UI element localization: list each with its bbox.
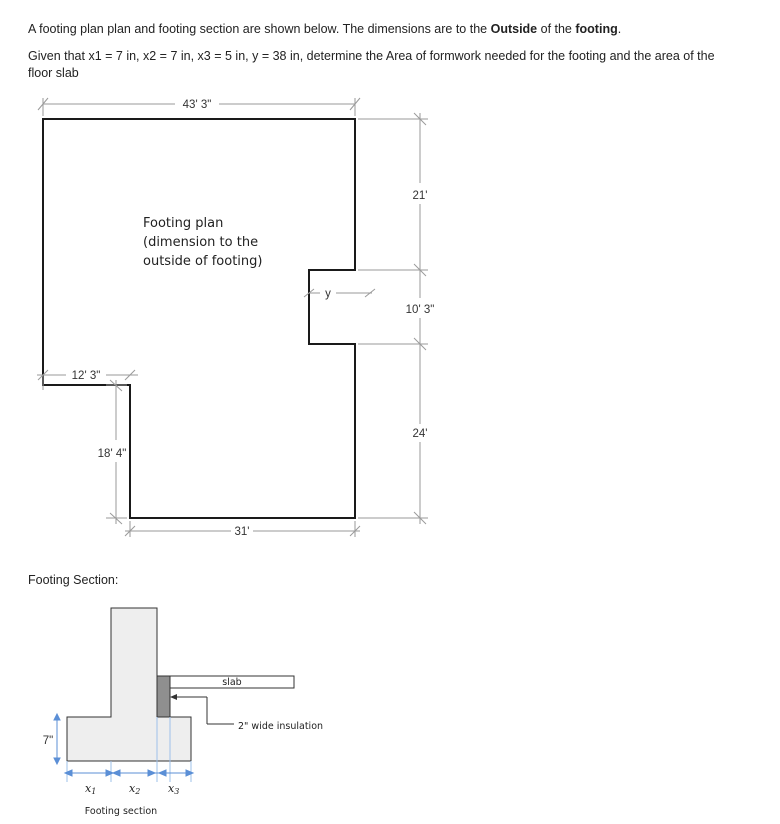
dim-top-label: 43' 3"	[182, 99, 212, 111]
x3-label: x3	[168, 782, 180, 796]
footing-section	[43, 608, 323, 817]
plan-label-line3: outside of footing)	[143, 254, 263, 269]
question-line-2: Given that x1 = 7 in, x2 = 7 in, x3 = 5 in, y = 38 in, determine the Area of formwork needed for the footing and the area of the floor slab	[28, 49, 715, 80]
footing-section-title: Footing Section:	[28, 573, 119, 587]
slab-label: slab	[222, 677, 242, 688]
dim-21-label: 21'	[412, 190, 428, 202]
dim-y	[304, 289, 375, 297]
dim-7	[54, 714, 60, 764]
plan-label-line2: (dimension to the	[143, 235, 259, 250]
dim-18-4-label: 18' 4"	[97, 448, 127, 460]
footing-plan	[37, 98, 434, 538]
plan-outline	[43, 119, 355, 518]
question-text-mid: of the	[537, 22, 576, 36]
question-bold-outside: Outside	[490, 22, 538, 36]
dim-12-3-label: 12' 3"	[71, 370, 101, 382]
dim-24-label: 24'	[412, 428, 428, 440]
x1-label: x1	[85, 782, 97, 796]
question-bold-footing: footing	[575, 22, 618, 36]
insulation-strip	[157, 676, 170, 717]
dim-10-3-label: 10' 3"	[405, 304, 435, 316]
plan-label-line1: Footing plan	[143, 216, 224, 231]
dim-x-row	[65, 770, 193, 776]
insulation-label: 2" wide insulation	[238, 721, 324, 732]
dim-31-label: 31'	[234, 526, 250, 538]
section-caption: Footing section	[84, 806, 158, 817]
dim-7-label: 7"	[42, 735, 54, 747]
x2-label: x2	[129, 782, 141, 796]
question-text: A footing plan plan and footing section are shown below. The dimensions are to the	[28, 22, 491, 36]
dim-right	[358, 113, 428, 524]
question-text-end: .	[617, 22, 622, 36]
dim-y-label: y	[325, 288, 331, 300]
